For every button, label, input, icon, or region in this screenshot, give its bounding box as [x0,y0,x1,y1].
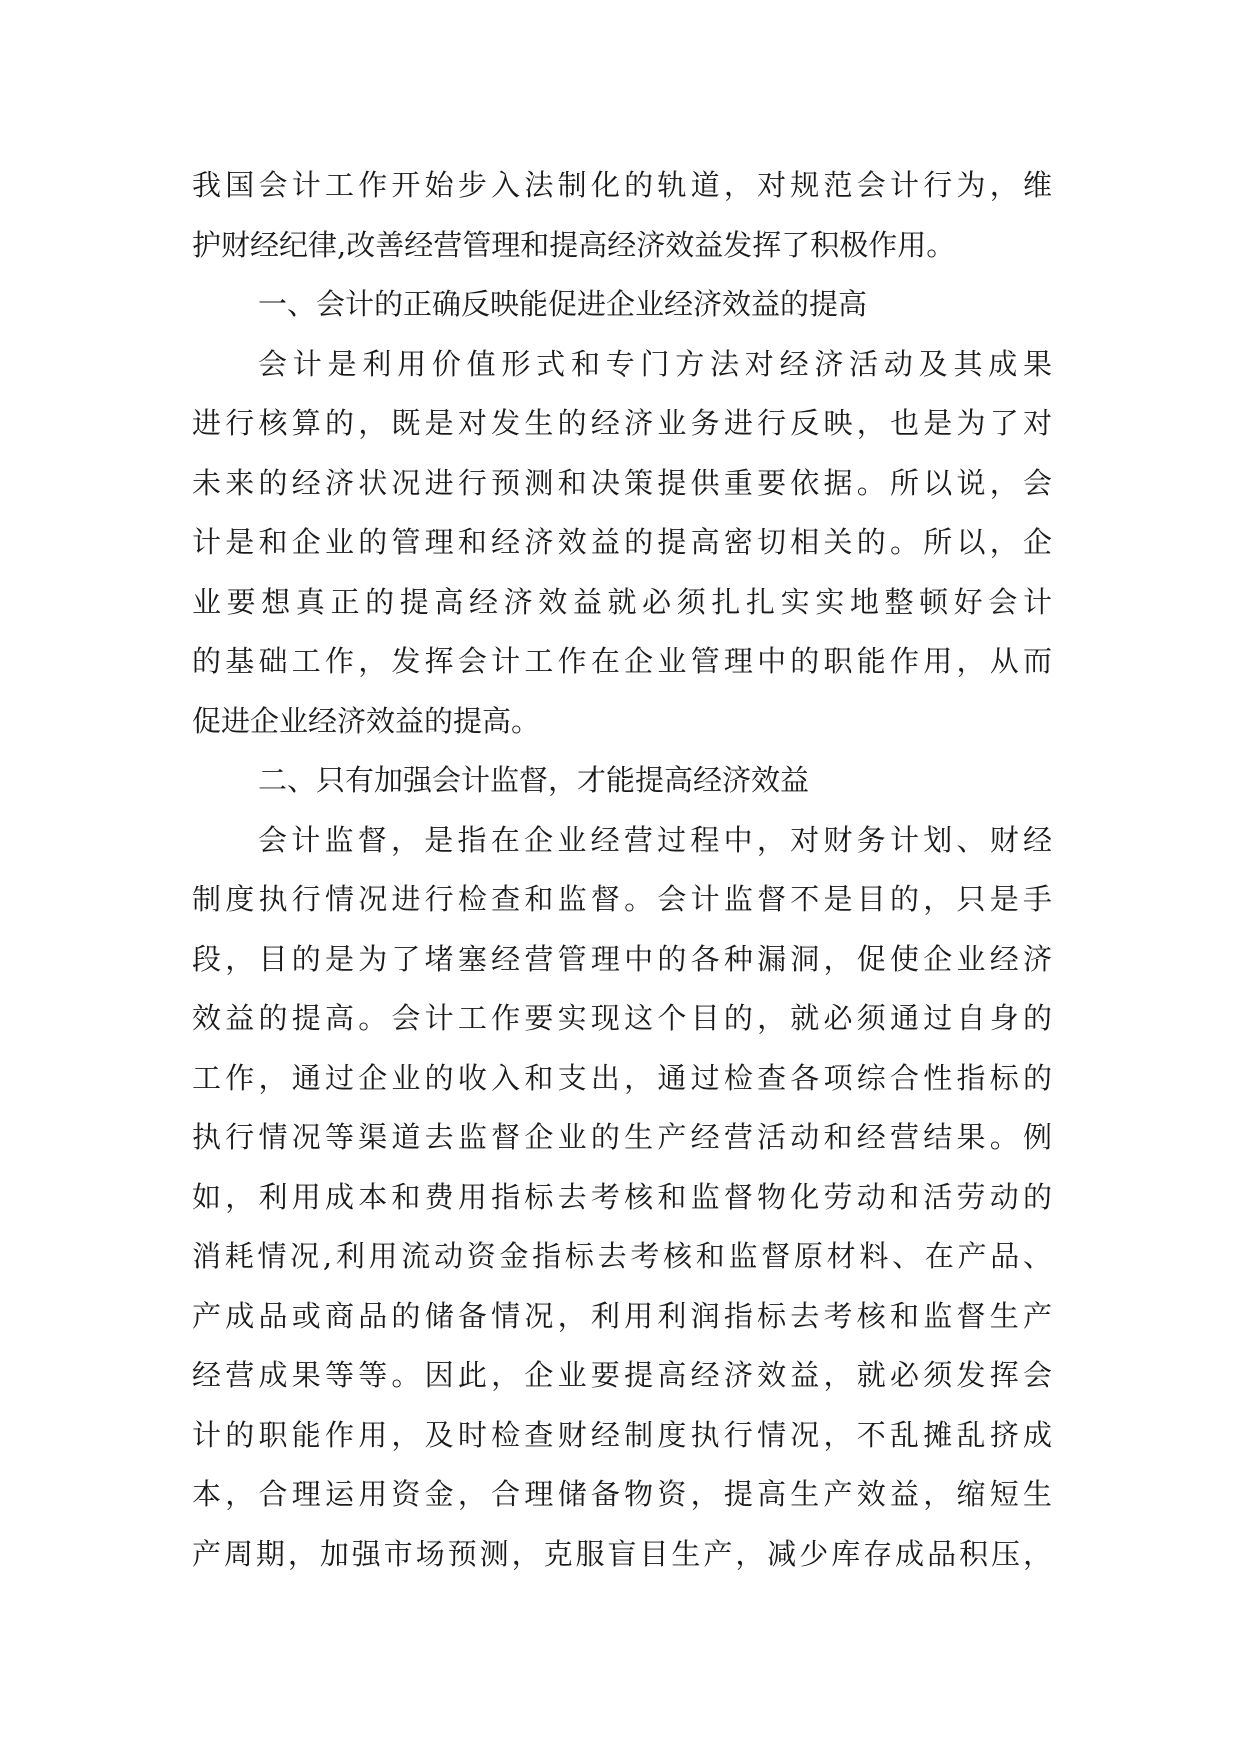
section-heading: 二、只有加强会计监督，才能提高经济效益 [258,763,810,797]
paragraph-line: 产周期，加强市场预测，克服盲目生产，减少库存成品积压， [192,1536,1052,1571]
paragraph-line: 工作，通过企业的收入和支出，通过检查各项综合性指标的 [192,1060,1052,1095]
paragraph-line: 业要想真正的提高经济效益就必须扎扎实实地整顿好会计 [192,584,1052,619]
paragraph-line: 产成品或商品的储备情况，利用利润指标去考核和监督生产 [192,1298,1052,1333]
paragraph-line: 进行核算的，既是对发生的经济业务进行反映，也是为了对 [192,406,1052,440]
section-heading: 一、会计的正确反映能促进企业经济效益的提高 [258,287,868,321]
document-body [192,165,1052,1593]
paragraph-line: 经营成果等等。因此，企业要提高经济效益，就必须发挥会 [192,1358,1052,1392]
paragraph-line: 我国会计工作开始步入法制化的轨道，对规范会计行为，维 [192,168,1052,202]
paragraph-line: 本，合理运用资金，合理储备物资，提高生产效益，缩短生 [192,1477,1052,1511]
paragraph-line: 执行情况等渠道去监督企业的生产经营活动和经营结果。例 [192,1120,1052,1154]
paragraph-line: 效益的提高。会计工作要实现这个目的，就必须通过自身的 [192,1001,1052,1035]
paragraph-line: 计的职能作用，及时检查财经制度执行情况，不乱摊乱挤成 [192,1417,1052,1452]
paragraph-line: 消耗情况,利用流动资金指标去考核和监督原材料、在产品、 [192,1239,1052,1273]
paragraph-line: 段，目的是为了堵塞经营管理中的各种漏洞，促使企业经济 [192,941,1052,976]
paragraph-line: 如，利用成本和费用指标去考核和监督物化劳动和活劳动的 [192,1179,1052,1214]
paragraph-line: 会计是利用价值形式和专门方法对经济活动及其成果 [258,346,1052,381]
paragraph-line: 会计监督，是指在企业经营过程中，对财务计划、财经 [258,822,1052,857]
paragraph-line: 计是和企业的管理和经济效益的提高密切相关的。所以，企 [192,525,1052,559]
paragraph-line: 制度执行情况进行检查和监督。会计监督不是目的，只是手 [192,882,1052,916]
paragraph-line: 护财经纪律,改善经营管理和提高经济效益发挥了积极作用。 [192,227,956,262]
paragraph-line: 未来的经济状况进行预测和决策提供重要依据。所以说，会 [192,465,1052,500]
paragraph-line: 的基础工作，发挥会计工作在企业管理中的职能作用，从而 [192,644,1052,678]
paragraph-line: 促进企业经济效益的提高。 [192,703,541,738]
